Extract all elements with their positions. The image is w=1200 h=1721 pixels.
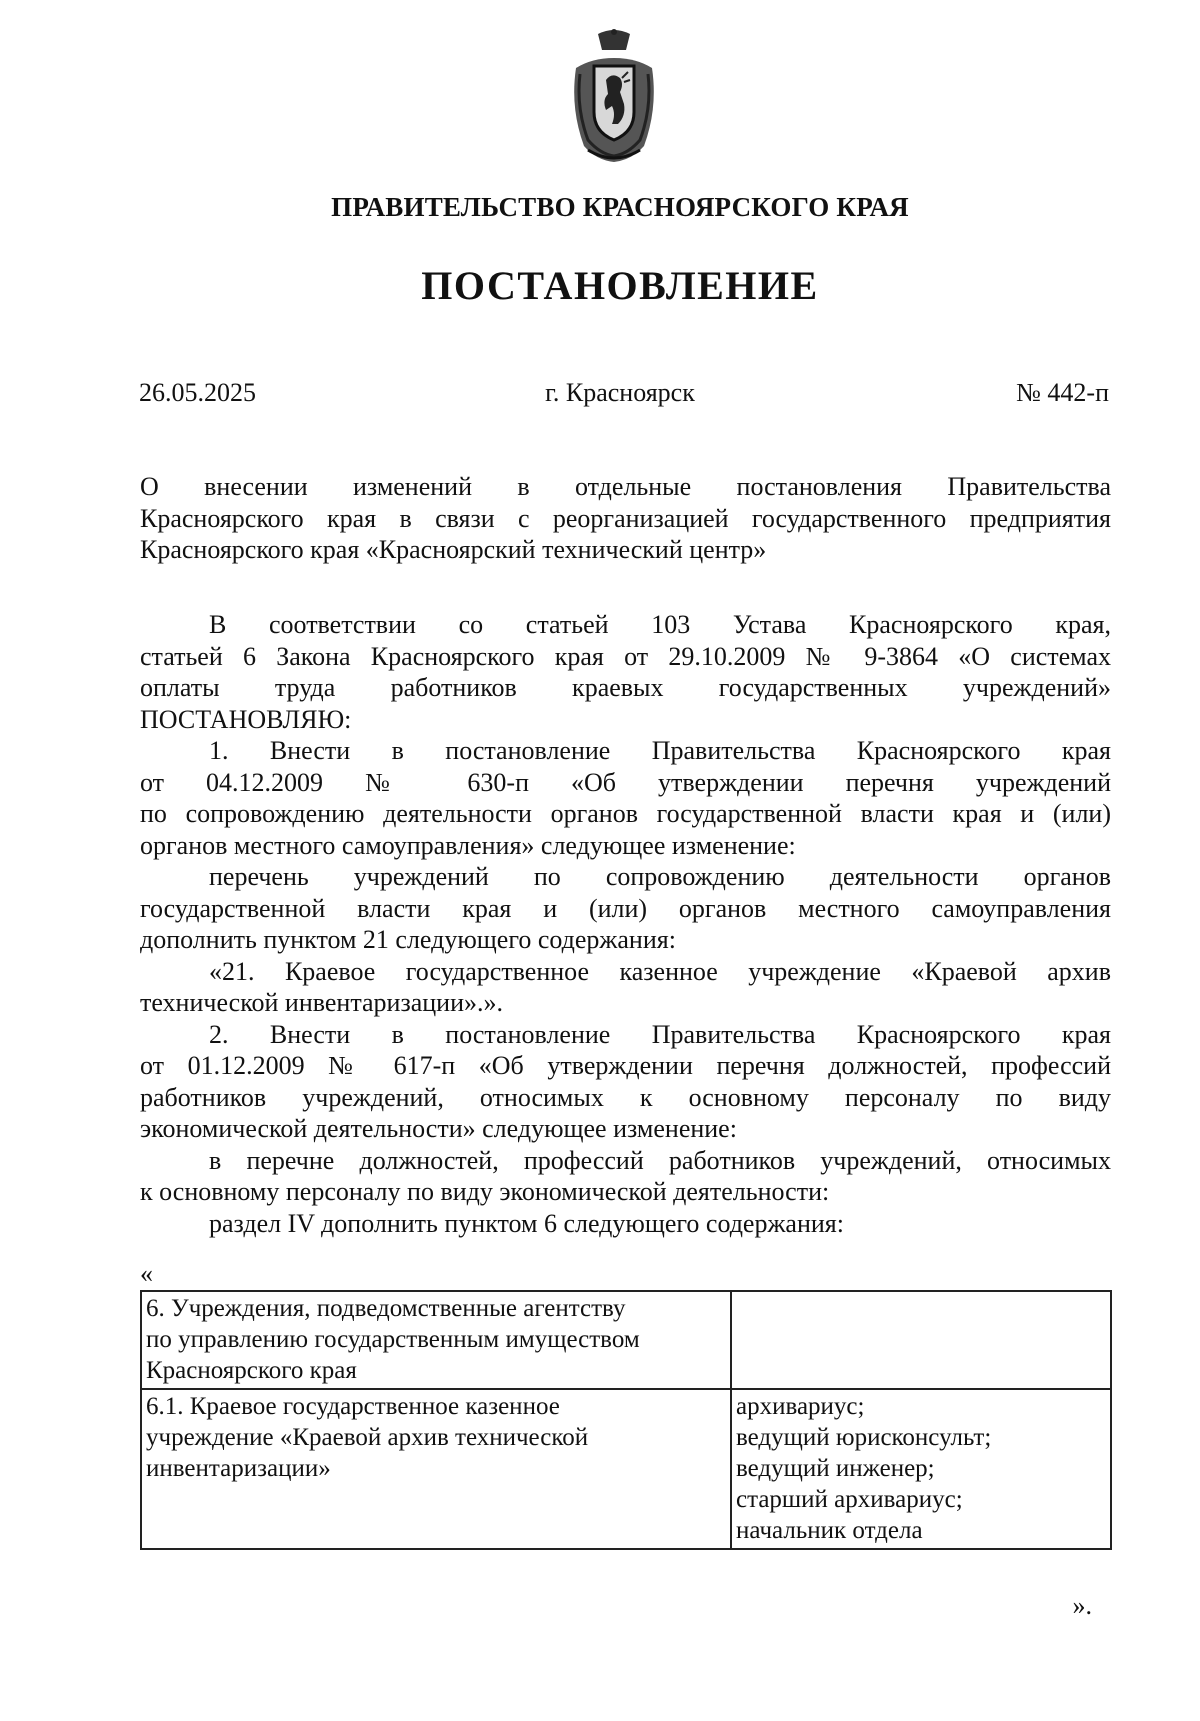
positions-table <box>140 1290 1112 1550</box>
document-number: № 442-п <box>1016 378 1109 407</box>
cell-line: 6. Учреждения, подведомственные агентству <box>146 1295 626 1322</box>
body-line: ПОСТАНОВЛЯЮ: <box>140 704 352 734</box>
cell-line: ведущий юрисконсульт; <box>736 1424 992 1451</box>
body-line: 1. Внести в постановление Правительства Красноярского края <box>209 736 1111 765</box>
body-line: перечень учреждений по сопровождению деятельности органов <box>209 862 1111 891</box>
document-body <box>140 609 1111 1239</box>
cell-line: учреждение «Краевой архив технической <box>146 1424 589 1451</box>
cell-line: инвентаризации» <box>146 1455 331 1482</box>
table-row <box>141 1389 1111 1549</box>
document-type-title: ПОСТАНОВЛЕНИЕ <box>421 263 819 308</box>
cell-line: старший архивариус; <box>736 1486 963 1513</box>
body-line: к основному персоналу по виду экономической деятельности: <box>140 1177 830 1206</box>
table-cell <box>141 1389 731 1549</box>
cell-line: ведущий инженер; <box>736 1455 935 1482</box>
subject-line: Красноярского края «Красноярский технический центр» <box>140 535 767 564</box>
document-subject <box>140 471 1111 566</box>
table-cell <box>731 1389 1111 1549</box>
organization-title: ПРАВИТЕЛЬСТВО КРАСНОЯРСКОГО КРАЯ <box>331 192 909 222</box>
cell-line: Красноярского края <box>146 1357 357 1384</box>
table-cell <box>141 1291 731 1389</box>
document-city: г. Красноярск <box>545 378 695 407</box>
body-line: от 01.12.2009 № 617-п «Об утверждении перечня должностей, профессий <box>140 1051 1111 1080</box>
table-cell <box>731 1291 1111 1389</box>
table-row <box>141 1291 1111 1389</box>
body-line: «21. Краевое государственное казенное учреждение «Краевой архив <box>209 956 1111 986</box>
body-line: раздел IV дополнить пунктом 6 следующего содержания: <box>209 1208 844 1238</box>
body-line: В соответствии со статьей 103 Устава Красноярского края, <box>209 610 1111 639</box>
body-line: от 04.12.2009 № 630-п «Об утверждении перечня учреждений <box>140 767 1111 797</box>
table-close-quote: ». <box>1072 1591 1092 1620</box>
cell-line: 6.1. Краевое государственное казенное <box>146 1393 560 1420</box>
body-line: технической инвентаризации».». <box>140 988 504 1017</box>
document-date: 26.05.2025 <box>139 378 256 407</box>
coat-of-arms-icon <box>566 28 662 166</box>
body-line: экономической деятельности» следующее изменение: <box>140 1114 737 1143</box>
subject-line: О внесении изменений в отдельные постановления Правительства <box>140 472 1111 501</box>
body-line: по сопровождению деятельности органов государственной власти края и (или) <box>140 799 1111 828</box>
body-line: статьей 6 Закона Красноярского края от 29.10.2009 № 9-3864 «О системах <box>140 641 1111 671</box>
body-line: в перечне должностей, профессий работников учреждений, относимых <box>209 1145 1111 1175</box>
body-line: дополнить пунктом 21 следующего содержания: <box>140 925 676 954</box>
body-line: работников учреждений, относимых к основному персоналу по виду <box>140 1082 1111 1112</box>
body-line: государственной власти края и (или) органов местного самоуправления <box>140 893 1111 923</box>
body-line: оплаты труда работников краевых государственных учреждений» <box>140 673 1111 702</box>
table-open-quote: « <box>140 1259 153 1288</box>
cell-line: начальник отдела <box>736 1517 923 1544</box>
body-line: органов местного самоуправления» следующее изменение: <box>140 830 796 860</box>
subject-line: Красноярского края в связи с реорганизацией государственного предприятия <box>140 503 1111 533</box>
cell-line: по управлению государственным имуществом <box>146 1326 640 1353</box>
cell-line: архивариус; <box>736 1393 865 1420</box>
body-line: 2. Внести в постановление Правительства Красноярского края <box>209 1019 1111 1049</box>
